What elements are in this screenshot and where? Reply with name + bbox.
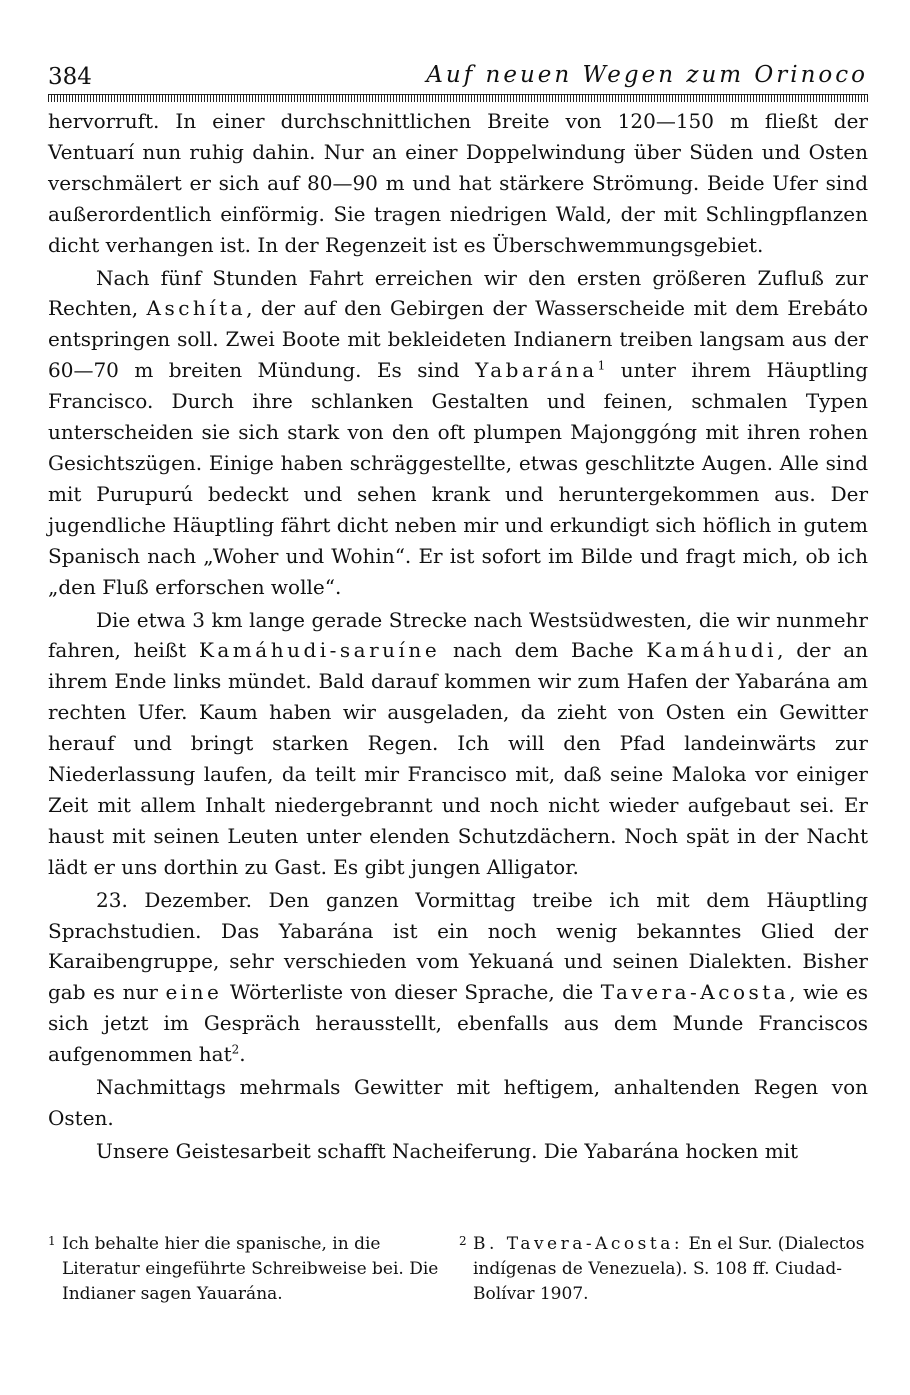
paragraph-3 (48, 605, 868, 883)
running-title: Auf neuen Wegen zum Orinoco (426, 62, 868, 88)
spaced-name-aschita: Aschíta (146, 296, 247, 321)
spaced-name-yabarana: Yabarána (475, 358, 598, 383)
footnote-2 (459, 1232, 868, 1307)
footnote-text-1: Ich behalte hier die spanische, in die Literatur eingeführte Schreibweise bei. Die Indianer sagen Yauarána. (62, 1234, 439, 1304)
footnote-mark-1: 1 (48, 1234, 56, 1248)
footnote-citation: En el Sur. (Dialectos indígenas de Venezuela). S. 108 ff. Ciudad-Bolívar 1907. (473, 1234, 865, 1304)
spaced-name-kamahudi-saruine: Kamáhudi-saruíne (198, 638, 441, 663)
p4-text-a: 23. Dezember. Den ganzen Vormittag treibe ich mit dem Häuptling Sprachstudien. Das Yabarána ist ein noch wenig bekanntes Glied der Karaibengruppe, sehr verschieden vom Yekuaná und seinen Dialekten. Bisher gab es nur (48, 887, 868, 1005)
p3-text-c: , der an ihrem Ende links mündet. Bald darauf kommen wir zum Hafen der Yabarána am rechten Ufer. Kaum haben wir ausgeladen, da zieht von Osten ein Gewitter herauf und bringt starken Regen. Ich will den Pfad landeinwärts zur Niederlassung laufen, da teilt mir Francisco mit, daß seine Maloka vor einiger Zeit mit allem Inhalt niedergebrannt und noch nicht wieder aufgebaut sei. Er haust mit seinen Leuten unter elenden Schutzdächern. Noch spät in der Nacht lädt er uns dorthin zu Gast. Es gibt jungen Alligator. (48, 638, 868, 879)
footnote-author: B. Tavera-Acosta: (473, 1234, 684, 1254)
footnote-text-2 (473, 1232, 868, 1307)
paragraph-5: Nachmittags mehrmals Gewitter mit heftigem, anhaltenden Regen von Osten. (48, 1075, 868, 1130)
footnote-1 (48, 1232, 457, 1307)
paragraph-1: hervorruft. In einer durchschnittlichen Breite von 120—150 m fließt der Ventuarí nun ruhig dahin. Nur an einer Doppelwindung über Süden und Osten verschmälert er sich auf 80—90 m und hat stärkere Strömung. Beide Ufer sind außerordentlich einförmig. Sie tragen niedrigen Wald, der mit Schlingpflanzen dicht verhangen ist. In der Regenzeit ist es Überschwemmungsgebiet. (48, 109, 868, 257)
p2-text-b: , der auf den Gebirgen der Wasserscheide mit dem Erebáto entspringen soll. Zwei Boote mit bekleideten Indianern treiben langsam aus der 60—70 m breiten Mündung. Es sind (48, 296, 868, 383)
spaced-word-eine: eine (165, 980, 223, 1005)
spaced-name-tavera-acosta: Tavera-Acosta (600, 980, 790, 1005)
p2-text-c: unter ihrem Häuptling Francisco. Durch ihre schlanken Gestalten und feinen, schmalen Typen unterscheiden sie sich stark von den oft plumpen Majonggóng mit ihren rohen Gesichtszügen. Einige haben schräggestellte, etwas geschlitzte Augen. Alle sind mit Purupurú bedeckt und sehen krank und heruntergekommen aus. Der jugendliche Häuptling fährt dicht neben mir und erkundigt sich höflich in gutem Spanisch nach „Woher und Wohin“. Er ist sofort im Bilde und fragt mich, ob ich „den Fluß erforschen wolle“. (48, 358, 869, 599)
p3-text-a: Die etwa 3 km lange gerade Strecke nach Westsüdwesten, die wir nunmehr fahren, heißt (48, 607, 868, 663)
p3-text-b: nach dem Bache (440, 638, 634, 663)
footnote-ref-1[interactable]: 1 (597, 358, 606, 373)
paragraph-4 (48, 885, 868, 1070)
spaced-name-kamahudi: Kamáhudi (646, 638, 778, 663)
header-rule (48, 94, 868, 102)
p4-text-c: , wie es sich jetzt im Gespräch herausstellt, ebenfalls aus dem Munde Franciscos aufgenommen hat (48, 980, 869, 1067)
footnote-mark-2: 2 (459, 1234, 467, 1248)
footnotes (48, 1232, 868, 1307)
p2-text-a: Nach fünf Stunden Fahrt erreichen wir den ersten größeren Zufluß zur Rechten, (48, 265, 868, 321)
paragraph-2 (48, 263, 868, 603)
page-header (48, 62, 868, 92)
p4-text-d: . (239, 1042, 246, 1067)
p4-text-b: Wörterliste von dieser Sprache, die (222, 980, 594, 1005)
paragraph-6: Unsere Geistesarbeit schafft Nacheiferung. Die Yabarána hocken mit (96, 1138, 799, 1163)
footnote-ref-2[interactable]: 2 (231, 1042, 240, 1057)
page-number: 384 (48, 64, 92, 90)
body-text (48, 106, 868, 1169)
